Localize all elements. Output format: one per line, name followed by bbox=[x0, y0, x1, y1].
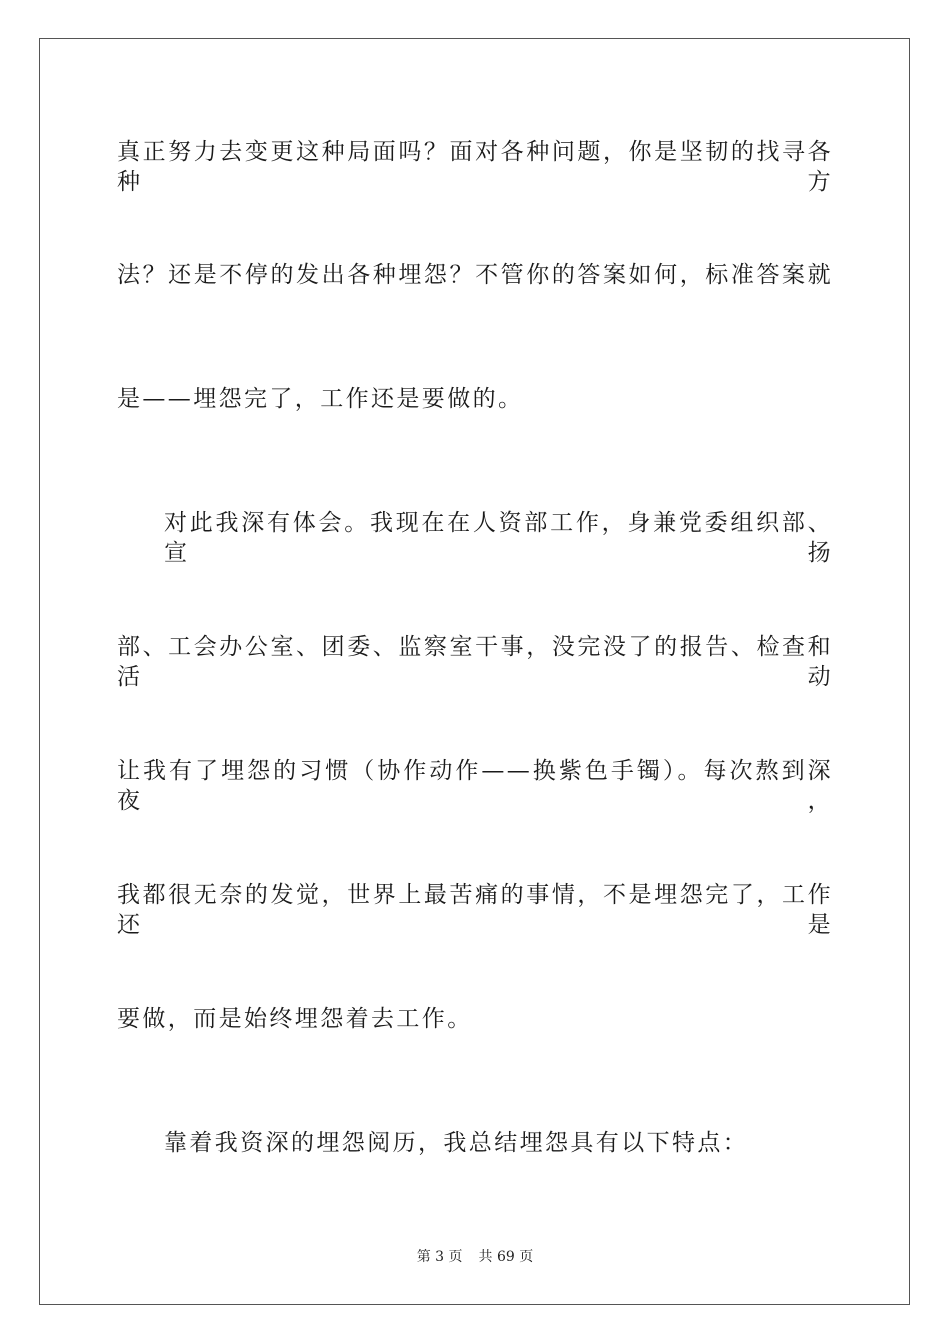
body-line-1: 真正努力去变更这种局面吗？面对各种问题，你是坚韧的找寻各种方 bbox=[117, 139, 833, 195]
body-line-5: 部、工会办公室、团委、监察室干事，没完没了的报告、检查和活动 bbox=[117, 634, 833, 690]
body-line-2: 法？还是不停的发出各种埋怨？不管你的答案如何，标准答案就 bbox=[117, 262, 833, 288]
page-number: 第 3 页 bbox=[416, 1249, 463, 1265]
page-footer bbox=[0, 1248, 950, 1266]
body-line-3: 是——埋怨完了，工作还是要做的。 bbox=[117, 386, 524, 412]
body-line-7: 我都很无奈的发觉，世界上最苦痛的事情，不是埋怨完了，工作还是 bbox=[117, 882, 833, 938]
body-line-8: 要做，而是始终埋怨着去工作。 bbox=[117, 1006, 473, 1032]
total-pages: 共 69 页 bbox=[478, 1249, 534, 1265]
body-line-6: 让我有了埋怨的习惯（协作动作——换紫色手镯）。每次熬到深夜， bbox=[117, 758, 833, 814]
body-line-4: 对此我深有体会。我现在在人资部工作，身兼党委组织部、宣扬 bbox=[164, 510, 833, 566]
body-line-9: 靠着我资深的埋怨阅历，我总结埋怨具有以下特点： bbox=[164, 1130, 749, 1156]
